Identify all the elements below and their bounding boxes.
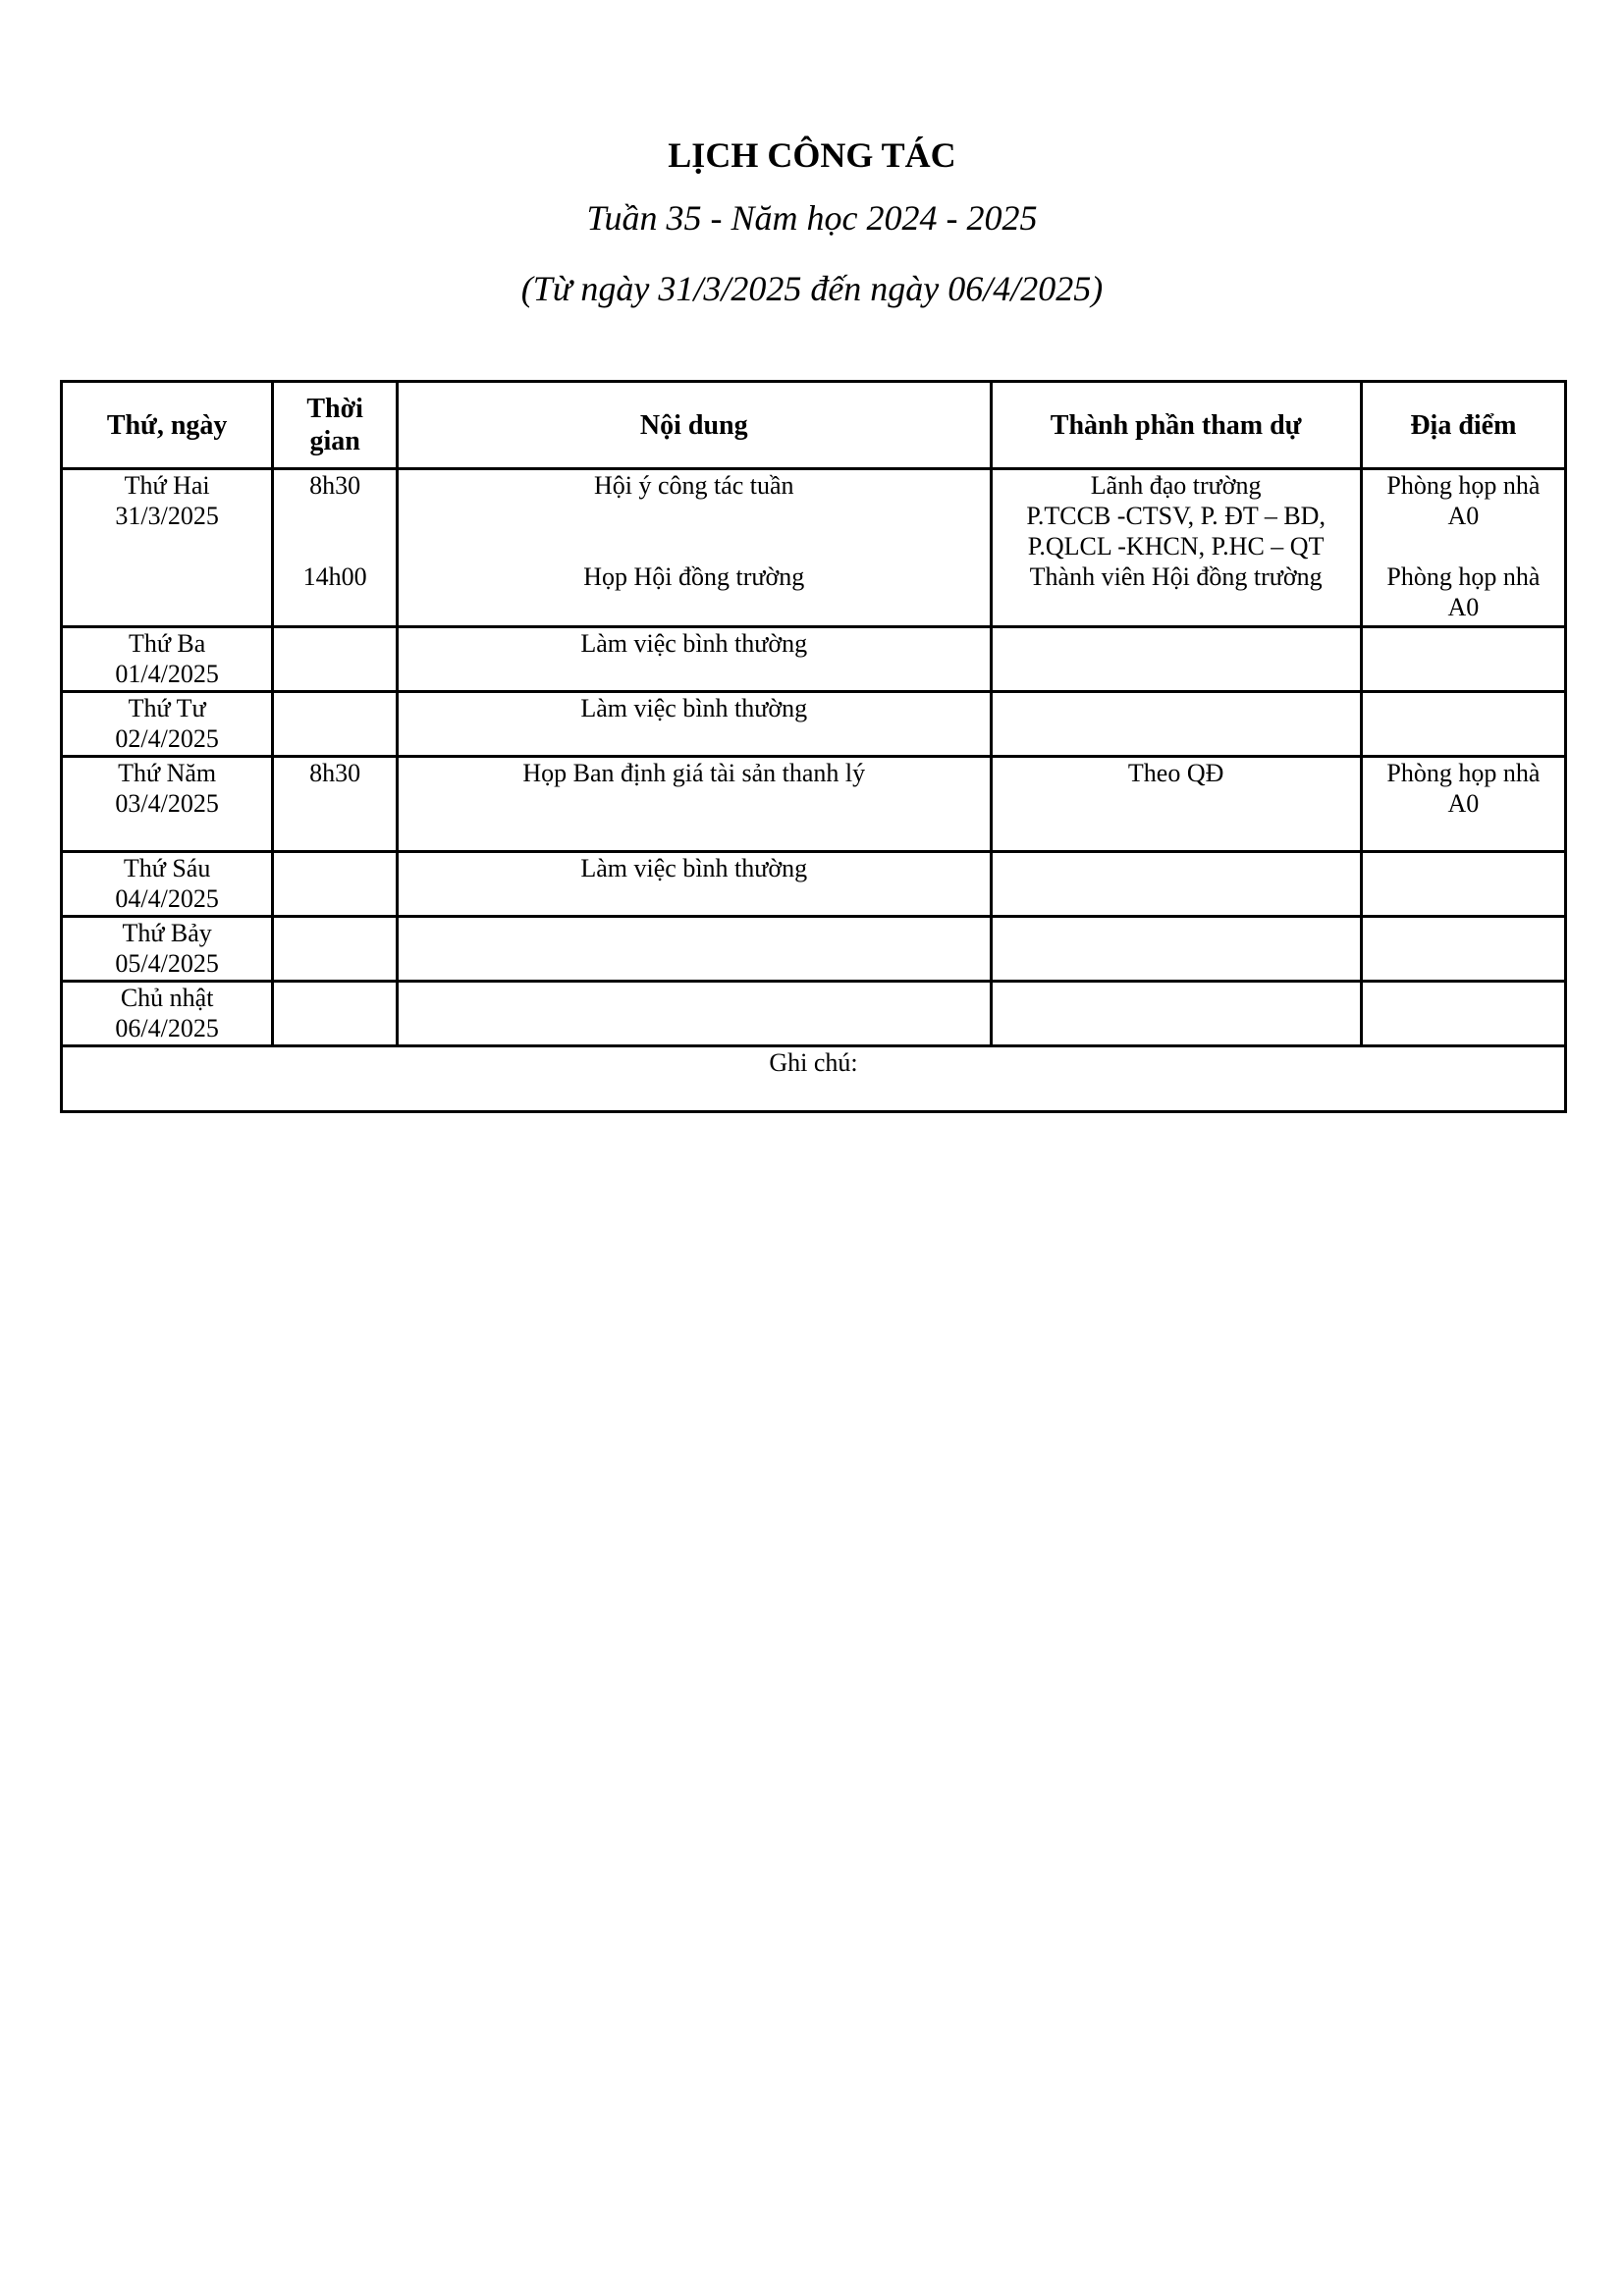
header-time [273,382,398,469]
day-date: 06/4/2025 [115,1014,219,1042]
location-text: A0 [1447,789,1480,818]
location-text: Phòng họp nhà [1386,471,1541,500]
day-cell [62,852,273,917]
table-row [62,982,1566,1046]
time-value: 14h00 [302,562,367,591]
time-cell [273,982,398,1046]
participants-cell [991,982,1361,1046]
content-cell: Làm việc bình thường [397,852,991,917]
participants-cell [991,852,1361,917]
day-name: Thứ Bảy [122,919,212,947]
note-label: Ghi chú: [62,1046,1566,1112]
time-value: 8h30 [309,471,361,500]
day-date: 02/4/2025 [115,724,219,753]
participants-cell: Theo QĐ [991,757,1361,852]
header-time-line2: gian [309,426,360,456]
table-header-row [62,382,1566,469]
day-cell [62,692,273,757]
header-participants: Thành phần tham dự [991,382,1361,469]
header-content: Nội dung [397,382,991,469]
location-cell [1361,917,1565,982]
day-cell [62,469,273,627]
day-date: 03/4/2025 [115,789,219,818]
participants-cell [991,692,1361,757]
participants-text: P.QLCL -KHCN, P.HC – QT [1027,532,1325,561]
day-cell [62,982,273,1046]
content-cell: Làm việc bình thường [397,627,991,692]
location-cell [1361,469,1565,627]
time-cell: 8h30 [273,757,398,852]
location-cell [1361,692,1565,757]
time-cell [273,627,398,692]
location-cell [1361,757,1565,852]
schedule-table [60,380,1567,1113]
note-row [62,1046,1566,1112]
time-cell [273,852,398,917]
table-row [62,692,1566,757]
day-name: Chủ nhật [120,984,214,1012]
day-cell [62,917,273,982]
day-name: Thứ Tư [128,694,206,722]
day-name: Thứ Ba [128,629,206,658]
day-date: 01/4/2025 [115,660,219,688]
header-day: Thứ, ngày [62,382,273,469]
date-range: (Từ ngày 31/3/2025 đến ngày 06/4/2025) [520,269,1104,308]
participants-text: Thành viên Hội đồng trường [1029,562,1323,591]
location-text: A0 [1447,593,1480,621]
day-name: Thứ Năm [118,759,217,787]
content-cell: Làm việc bình thường [397,692,991,757]
time-cell [273,469,398,627]
day-name: Thứ Hai [124,471,210,500]
day-cell [62,627,273,692]
document-title: LỊCH CÔNG TÁC [668,135,956,175]
day-date: 05/4/2025 [115,949,219,978]
table-row [62,757,1566,852]
location-text: Phòng họp nhà [1386,562,1541,591]
header-location: Địa điểm [1361,382,1565,469]
content-text: Hội ý công tác tuần [593,471,794,500]
location-cell [1361,982,1565,1046]
table-row [62,469,1566,627]
table-row [62,627,1566,692]
day-date: 31/3/2025 [115,502,219,530]
table-row [62,852,1566,917]
content-cell: Họp Ban định giá tài sản thanh lý [397,757,991,852]
content-text: Họp Hội đồng trường [583,562,805,591]
document-subtitle: Tuần 35 - Năm học 2024 - 2025 [586,198,1038,238]
participants-cell [991,469,1361,627]
location-cell [1361,852,1565,917]
participants-text: P.TCCB -CTSV, P. ĐT – BD, [1026,502,1326,530]
content-cell [397,917,991,982]
participants-cell [991,627,1361,692]
content-cell [397,982,991,1046]
time-cell [273,692,398,757]
day-name: Thứ Sáu [123,854,211,882]
content-cell [397,469,991,627]
participants-text: Lãnh đạo trường [1090,471,1262,500]
day-date: 04/4/2025 [115,884,219,913]
location-text: A0 [1447,502,1480,530]
header-time-line1: Thời [306,394,363,424]
time-cell [273,917,398,982]
location-cell [1361,627,1565,692]
participants-cell [991,917,1361,982]
location-text: Phòng họp nhà [1386,759,1541,787]
day-cell [62,757,273,852]
table-row [62,917,1566,982]
